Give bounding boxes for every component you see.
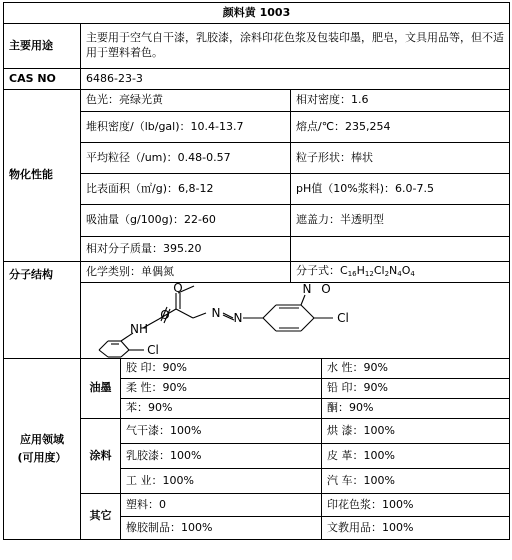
prop-cell: 平均粒径（/um)：0.48-0.57 xyxy=(81,143,291,174)
app-cell: 文教用品：100% xyxy=(322,517,510,540)
prop-cell: 粒子形状：棒状 xyxy=(291,143,510,174)
app-cell: 乳胶漆：100% xyxy=(121,444,322,469)
prop-cell: 色光：亮绿光黄 xyxy=(81,90,291,112)
structure-label: 分子结构 xyxy=(4,262,81,359)
atom-label: O xyxy=(173,283,183,295)
atom-label: Cl xyxy=(147,343,159,357)
group-name-ink: 油墨 xyxy=(81,359,121,419)
atom-label: NH xyxy=(130,322,148,336)
atom-label: O xyxy=(160,308,170,322)
group-name-coating: 涂料 xyxy=(81,419,121,494)
atom-label: Cl xyxy=(337,311,349,325)
prop-cell xyxy=(291,237,510,262)
molecular-formula: 分子式：$C_{16}H_{12}Cl_2N_4O_4$ xyxy=(291,262,510,283)
app-cell: 水 性：90% xyxy=(322,359,510,379)
page-title: 颜料黄 1003 xyxy=(4,3,510,24)
atom-label: N xyxy=(211,306,221,320)
app-cell: 汽 车：100% xyxy=(322,469,510,494)
app-cell: 工 业：100% xyxy=(121,469,322,494)
app-cell: 塑料：0 xyxy=(121,494,322,517)
chem-class: 化学类别：单偶氮 xyxy=(81,262,291,283)
prop-cell: 堆积密度/（lb/gal)：10.4-13.7 xyxy=(81,112,291,143)
structure-cell xyxy=(81,283,510,359)
prop-cell: 相对分子质量：395.20 xyxy=(81,237,291,262)
physchem-label: 物化性能 xyxy=(4,90,81,262)
app-cell: 胶 印：90% xyxy=(121,359,322,379)
app-cell: 烘 漆：100% xyxy=(322,419,510,444)
app-cell: 酮：90% xyxy=(322,399,510,419)
app-cell: 柔 性：90% xyxy=(121,379,322,399)
atom-label: N xyxy=(302,283,312,296)
prop-cell: 熔点/℃：235,254 xyxy=(291,112,510,143)
prop-cell: 比表面积（㎡/g)：6,8-12 xyxy=(81,174,291,205)
molecular-structure-diagram xyxy=(81,283,511,358)
group-name-other: 其它 xyxy=(81,494,121,540)
prop-cell: 相对密度：1.6 xyxy=(291,90,510,112)
app-cell: 苯：90% xyxy=(121,399,322,419)
atom-label: O xyxy=(321,283,331,296)
usage-text: 主要用于空气自干漆，乳胶漆，涂料印花色浆及包装印墨，肥皂，文具用品等，但不适用于塑料着色。 xyxy=(81,24,510,69)
pigment-spec-table xyxy=(3,2,510,540)
prop-cell: pH值（10%浆料)：6.0-7.5 xyxy=(291,174,510,205)
application-label: 应用领域 (可用度） xyxy=(4,359,81,540)
cas-label: CAS NO xyxy=(4,69,81,90)
usage-label: 主要用途 xyxy=(4,24,81,69)
atom-label: N xyxy=(233,311,243,325)
app-cell: 橡胶制品：100% xyxy=(121,517,322,540)
app-cell: 皮 革：100% xyxy=(322,444,510,469)
cas-value: 6486-23-3 xyxy=(81,69,510,90)
prop-cell: 遮盖力：半透明型 xyxy=(291,205,510,237)
prop-cell: 吸油量（g/100g)：22-60 xyxy=(81,205,291,237)
app-cell: 印花色浆：100% xyxy=(322,494,510,517)
app-cell: 铅 印：90% xyxy=(322,379,510,399)
app-cell: 气干漆：100% xyxy=(121,419,322,444)
